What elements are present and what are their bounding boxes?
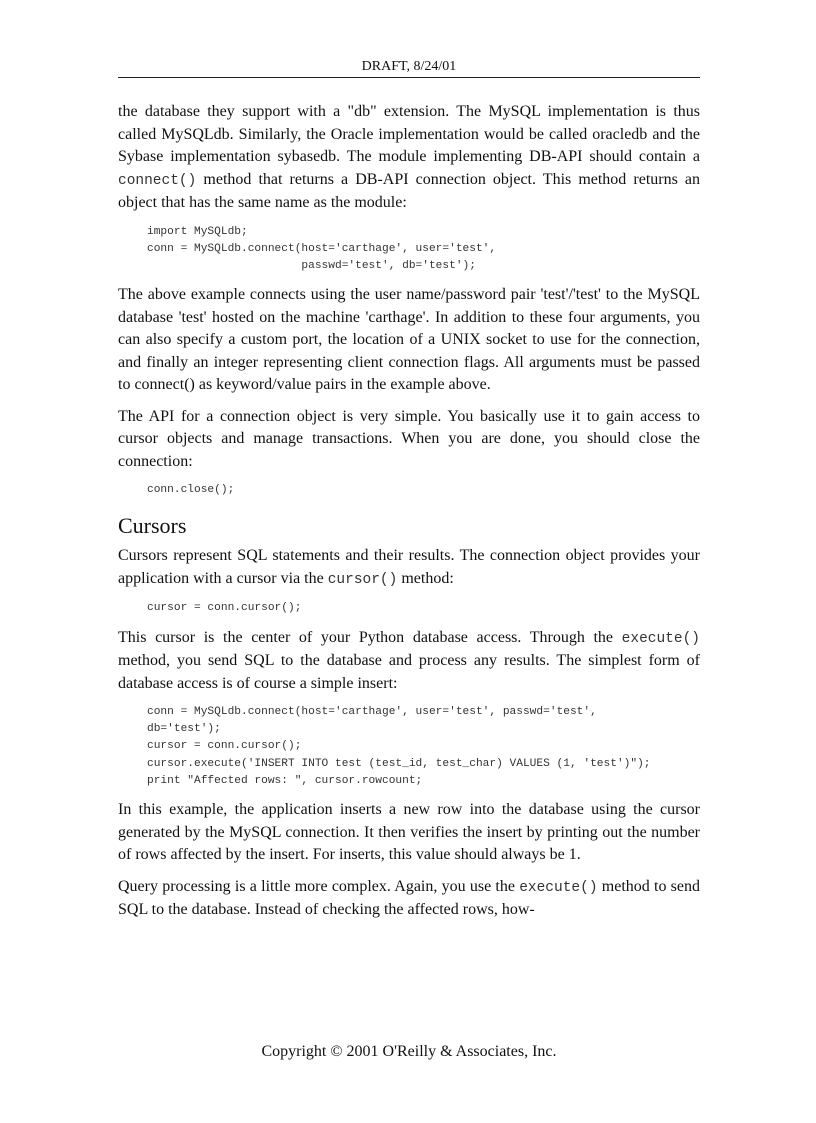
running-header: DRAFT, 8/24/01 xyxy=(118,59,700,78)
paragraph-db-extension xyxy=(118,101,700,215)
paragraph-connection-api: The API for a connection object is very simple. You basically use it to gain access to cursor objects and manage transactions. When you are done, you should close the connection: xyxy=(118,407,700,470)
paragraph-text: Query processing is a little more complex. Again, you use the xyxy=(118,877,520,895)
document-page xyxy=(118,0,700,1123)
paragraph-text: the database they support with a "db" extension. The MySQL implementation is thus called MySQLdb. Similarly, the Oracle implementation would be called oracledb and the Sybase implementation sybasedb. The module implementing DB-API should contain a xyxy=(118,103,700,165)
paragraph-insert-explanation: In this example, the application inserts a new row into the database using the cursor generated by the MySQL connection. It then verifies the insert by printing out the number of rows affected by the insert. For inserts, this value should always be 1. xyxy=(118,801,700,864)
paragraph-text: method, you send SQL to the database and process any results. The simplest form of database access is of course a simple insert: xyxy=(118,652,700,692)
paragraph-text: This cursor is the center of your Python database access. Through the xyxy=(118,628,622,646)
inline-code-execute: execute() xyxy=(621,630,700,647)
inline-code-connect: connect() xyxy=(118,172,197,189)
code-block-close: conn.close(); xyxy=(147,484,235,497)
inline-code-execute: execute() xyxy=(519,879,598,896)
code-block-cursor: cursor = conn.cursor(); xyxy=(147,602,302,615)
paragraph-text: method to send SQL to the database. Instead of checking the affected rows, how- xyxy=(118,877,701,919)
code-block-insert: conn = MySQLdb.connect(host='carthage', user='test', passwd='test', db='test'); cursor = conn.cursor(); cursor.execute('INSERT INTO test (test_id, test_char) VALUES (1, 'test')"); print "Affected rows: ", cursor.rowcount; xyxy=(147,706,651,787)
paragraph-text: Cursors represent SQL statements and their results. The connection object provides your application with a cursor via the xyxy=(118,547,700,587)
paragraph-text: method that returns a DB-API connection object. This method returns an object that has the same name as the module: xyxy=(118,170,700,211)
paragraph-query-processing xyxy=(118,876,700,922)
code-block-connect: import MySQLdb; conn = MySQLdb.connect(host='carthage', user='test', passwd='test', db='test'); xyxy=(147,225,497,272)
inline-code-cursor: cursor() xyxy=(327,571,398,588)
paragraph-connect-explanation: The above example connects using the user name/password pair 'test'/'test' to the MySQL database 'test' hosted on the machine 'carthage'. In addition to these four arguments, you can also specify a custom port, the location of a UNIX socket to use for the connection, and finally an integer representing client connection flags. All arguments must be passed to connect() as keyword/value pairs in the example above. xyxy=(118,286,700,394)
page-content xyxy=(118,101,700,931)
paragraph-cursors-intro xyxy=(118,545,700,591)
section-heading-cursors: Cursors xyxy=(118,513,187,539)
copyright-footer: Copyright © 2001 O'Reilly & Associates, Inc. xyxy=(261,1043,557,1060)
paragraph-text: method: xyxy=(397,569,454,587)
paragraph-execute-intro xyxy=(118,627,700,696)
